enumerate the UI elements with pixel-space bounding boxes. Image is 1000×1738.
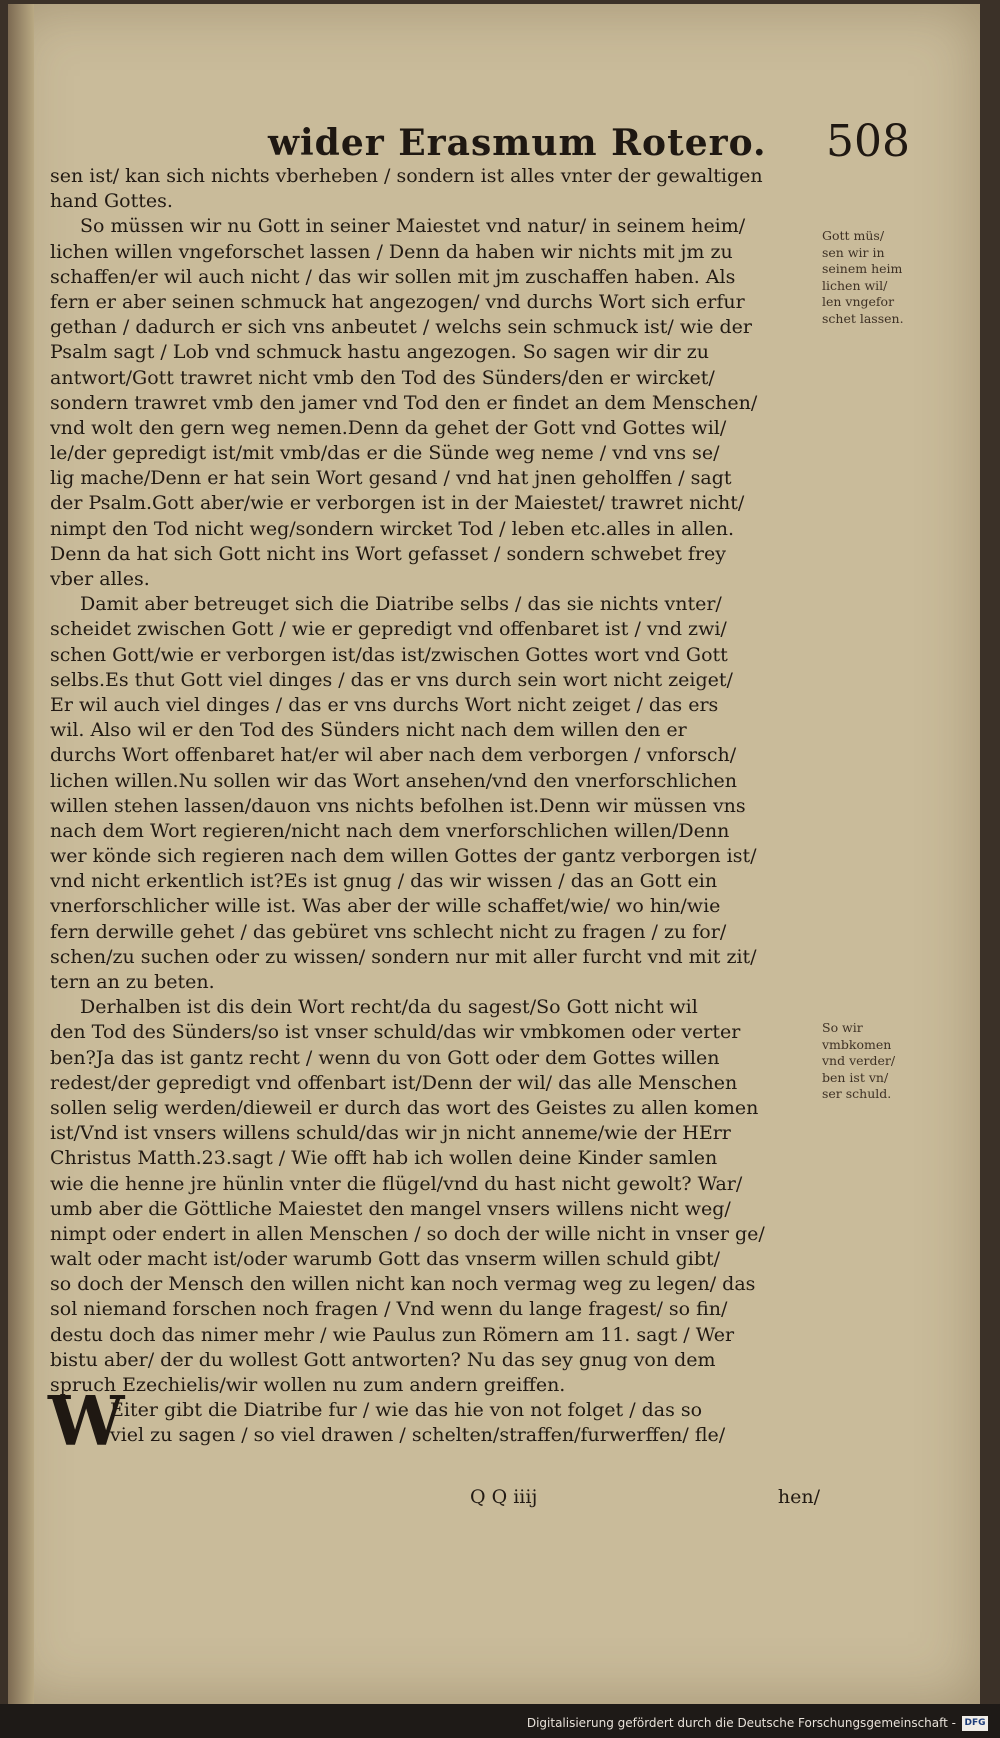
text-line: gethan / dadurch er sich vns anbeutet / welchs sein schmuck ist/ wie der <box>50 316 752 339</box>
text-line: bistu aber/ der du wollest Gott antworten? Nu das sey gnug von dem <box>50 1348 716 1371</box>
text-line: umb aber die Göttliche Maiestet den mangel vnsers willens nicht weg/ <box>50 1197 731 1220</box>
text-line: sollen selig werden/dieweil er durch das wort des Geistes zu allen komen <box>50 1096 759 1119</box>
margin-note-line: schet lassen. <box>822 310 904 326</box>
text-line: ist/Vnd ist vnsers willens schuld/das wir jn nicht anneme/wie der HErr <box>50 1122 731 1145</box>
text-line: lichen willen vngeforschet lassen / Denn da haben wir nichts mit jm zu <box>50 240 733 263</box>
text-line: schen Gott/wie er verborgen ist/das ist/zwischen Gottes wort vnd Gott <box>50 643 728 666</box>
text-line: sen ist/ kan sich nichts vberheben / sondern ist alles vnter der gewaltigen <box>50 165 763 187</box>
text-line: vnd nicht erkentlich ist?Es ist gnug / das wir wissen / das an Gott ein <box>50 870 718 893</box>
text-line: destu doch das nimer mehr / wie Paulus zun Römern am 11. sagt / Wer <box>50 1323 735 1346</box>
main-text-block <box>48 164 820 1463</box>
text-line: So müssen wir nu Gott in seiner Maiestet vnd natur/ in seinem heim/ <box>80 215 746 238</box>
dfg-logo: DFG <box>962 1716 988 1731</box>
margin-note-line: So wir <box>822 1020 863 1035</box>
text-line: Eiter gibt die Diatribe fur / wie das hie von not folget / das so <box>110 1399 703 1422</box>
text-line: vnerforschlicher wille ist. Was aber der wille schaffet/wie/ wo hin/wie <box>50 895 721 918</box>
catchword: hen/ <box>777 1486 820 1508</box>
text-line: lig mache/Denn er hat sein Wort gesand / vnd hat jnen geholffen / sagt <box>50 467 732 490</box>
text-line: hand Gottes. <box>50 190 173 213</box>
text-line: wie die henne jre hünlin vnter die flügel/vnd du hast nicht gewolt? War/ <box>50 1172 743 1195</box>
text-line: walt oder macht ist/oder warumb Gott das vnserm willen schuld gibt/ <box>50 1248 721 1271</box>
running-title: wider Erasmum Rotero. <box>268 122 767 164</box>
text-line: lichen willen.Nu sollen wir das Wort ansehen/vnd den vnerforschlichen <box>50 769 738 792</box>
margin-note-line: Gott müs/ <box>822 228 885 243</box>
text-line: sol niemand forschen noch fragen / Vnd wenn du lange fragest/ so fin/ <box>50 1298 728 1321</box>
digitization-credit: Digitalisierung gefördert durch die Deutsche Forschungsgemeinschaft - <box>526 1716 956 1730</box>
text-line: wil. Also wil er den Tod des Sünders nicht nach dem willen den er <box>50 719 687 742</box>
text-line: sondern trawret vmb den jamer vnd Tod den er findet an dem Menschen/ <box>50 391 758 414</box>
text-line: Er wil auch viel dinges / das er vns durchs Wort nicht zeiget / das ers <box>50 693 719 716</box>
text-line: ben?Ja das ist gantz recht / wenn du von Gott oder dem Gottes willen <box>50 1046 720 1069</box>
text-line: Damit aber betreuget sich die Diatribe selbs / das sie nichts vnter/ <box>80 593 722 616</box>
text-line: redest/der gepredigt vnd offenbart ist/Denn der wil/ das alle Menschen <box>50 1071 738 1094</box>
margin-note-line: sen wir in <box>822 244 885 260</box>
margin-note-line: vmbkomen <box>822 1036 892 1052</box>
text-line: antwort/Gott trawret nicht vmb den Tod des Sünders/den er wircket/ <box>50 366 715 389</box>
text-line: so doch der Mensch den willen nicht kan noch vermag weg zu legen/ das <box>50 1273 756 1296</box>
text-line: schaffen/er wil auch nicht / das wir sollen mit jm zuschaffen haben. Als <box>50 265 736 288</box>
text-line: nimpt den Tod nicht weg/sondern wircket Tod / leben etc.alles in allen. <box>50 517 735 540</box>
text-line: tern an zu beten. <box>50 971 215 993</box>
text-line: den Tod des Sünders/so ist vnser schuld/das wir vmbkomen oder verter <box>50 1021 741 1044</box>
book-page <box>8 4 980 1704</box>
text-line: scheidet zwischen Gott / wie er gepredigt vnd offenbaret ist / vnd zwi/ <box>50 618 727 641</box>
signature-mark: Q Q iiij <box>470 1486 538 1508</box>
digitization-footer <box>0 1704 1000 1738</box>
text-line: nach dem Wort regieren/nicht nach dem vnerforschlichen willen/Denn <box>50 819 730 842</box>
catchword-line <box>50 1486 820 1516</box>
margin-note-1 <box>822 228 914 327</box>
text-line: Derhalben ist dis dein Wort recht/da du sagest/So Gott nicht wil <box>80 996 698 1019</box>
drop-initial: W <box>48 1382 125 1463</box>
margin-note-2 <box>822 1020 914 1103</box>
text-line: vnd wolt den gern weg nemen.Denn da gehet der Gott vnd Gottes wil/ <box>50 416 727 439</box>
text-line: viel zu sagen / so viel drawen / schelten/straffen/furwerffen/ fle/ <box>110 1424 726 1447</box>
text-line: le/der gepredigt ist/mit vmb/das er die Sünde weg neme / vnd vns se/ <box>50 442 720 465</box>
text-line: Denn da hat sich Gott nicht ins Wort gefasset / sondern schwebet frey <box>50 542 726 565</box>
text-line: Psalm sagt / Lob vnd schmuck hastu angezogen. So sagen wir dir zu <box>50 341 710 364</box>
text-line: spruch Ezechielis/wir wollen nu zum andern greiffen. <box>50 1374 566 1396</box>
margin-note-line: lichen wil/ <box>822 277 888 293</box>
text-line: selbs.Es thut Gott viel dinges / das er vns durch sein wort nicht zeiget/ <box>50 668 733 691</box>
margin-note-line: ben ist vn/ <box>822 1069 889 1085</box>
text-line: fern er aber seinen schmuck hat angezogen/ vnd durchs Wort sich erfur <box>50 290 745 313</box>
text-line: vber alles. <box>50 568 150 590</box>
text-line: wer könde sich regieren nach dem willen Gottes der gantz verborgen ist/ <box>50 845 757 868</box>
margin-note-line: vnd verder/ <box>822 1053 896 1068</box>
page-number: 508 <box>826 116 910 167</box>
margin-note-line: seinem heim <box>822 261 903 276</box>
margin-note-line: ser schuld. <box>822 1086 892 1101</box>
text-line: nimpt oder endert in allen Menschen / so doch der wille nicht in vnser ge/ <box>50 1222 765 1245</box>
text-line: durchs Wort offenbaret hat/er wil aber nach dem verborgen / vnforsch/ <box>50 744 737 767</box>
page-header <box>168 116 910 170</box>
page-gutter <box>8 4 34 1704</box>
text-line: schen/zu suchen oder zu wissen/ sondern nur mit aller furcht vnd mit zit/ <box>50 945 757 968</box>
text-line: Christus Matth.23.sagt / Wie offt hab ich wollen deine Kinder samlen <box>50 1147 718 1170</box>
text-line: fern derwille gehet / das gebüret vns schlecht nicht zu fragen / zu for/ <box>50 920 727 943</box>
text-line: der Psalm.Gott aber/wie er verborgen ist in der Maiestet/ trawret nicht/ <box>50 492 745 515</box>
text-line: willen stehen lassen/dauon vns nichts befolhen ist.Denn wir müssen vns <box>50 794 746 817</box>
margin-note-line: len vngefor <box>822 294 895 309</box>
